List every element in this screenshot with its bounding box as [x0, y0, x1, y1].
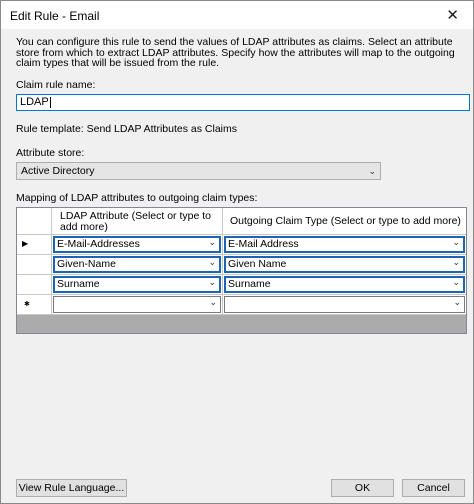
- attribute-store-select[interactable]: [16, 162, 381, 180]
- ldap-attribute-dropdown[interactable]: [53, 236, 221, 253]
- current-row-arrow-icon: ▶: [22, 239, 29, 248]
- chevron-down-icon: ⌄: [452, 238, 460, 248]
- attribute-store-label: Attribute store:: [16, 147, 85, 159]
- table-cell: [223, 255, 466, 275]
- chevron-down-icon: ⌄: [208, 238, 216, 248]
- table-cell: [223, 295, 466, 315]
- row-selector[interactable]: [17, 275, 52, 295]
- cancel-button[interactable]: Cancel: [402, 479, 465, 497]
- close-icon[interactable]: ✕: [446, 6, 459, 24]
- claim-type-value: Given Name: [228, 258, 287, 270]
- ldap-attribute-value: E-Mail-Addresses: [57, 238, 140, 250]
- table-cell: [223, 275, 466, 295]
- claim-rule-name-value: LDAP: [20, 96, 49, 108]
- claim-type-value: Surname: [228, 278, 271, 290]
- claim-type-dropdown[interactable]: [224, 276, 465, 293]
- chevron-down-icon: ⌄: [452, 278, 460, 288]
- row-selector[interactable]: [17, 255, 52, 275]
- outgoing-claim-type-column-header[interactable]: Outgoing Claim Type (Select or type to add more): [223, 208, 466, 235]
- table-cell: [52, 255, 223, 275]
- table-cell: [52, 295, 223, 315]
- ok-button[interactable]: OK: [331, 479, 394, 497]
- mapping-label: Mapping of LDAP attributes to outgoing claim types:: [16, 192, 258, 204]
- chevron-down-icon: ⌄: [452, 258, 460, 268]
- claim-type-dropdown[interactable]: [224, 296, 465, 313]
- title-bar: [1, 1, 473, 29]
- chevron-down-icon: ⌄: [209, 298, 217, 308]
- row-selector[interactable]: [17, 295, 52, 315]
- row-selector-header: [17, 208, 52, 235]
- grid-header: [17, 208, 466, 235]
- claim-rule-name-label: Claim rule name:: [16, 79, 96, 91]
- ldap-attribute-column-header[interactable]: LDAP Attribute (Select or type to add more): [52, 208, 223, 235]
- view-rule-language-button[interactable]: View Rule Language...: [16, 479, 127, 497]
- dialog-title: Edit Rule - Email: [10, 9, 100, 23]
- ldap-attribute-dropdown[interactable]: [53, 276, 221, 293]
- chevron-down-icon: ⌄: [368, 167, 376, 177]
- mapping-grid: [16, 207, 467, 334]
- claim-type-dropdown[interactable]: [224, 256, 465, 273]
- table-cell: [223, 235, 466, 255]
- table-cell: [52, 275, 223, 295]
- attribute-store-value: Active Directory: [21, 165, 95, 177]
- claim-type-value: E-Mail Address: [228, 238, 299, 250]
- ldap-attribute-value: Given-Name: [57, 258, 116, 270]
- rule-description: You can configure this rule to send the values of LDAP attributes as claims. Select an attribute store from which to extract LDAP attributes. Specify how the attributes will map to the outgoing claim types that will be issued from the rule.: [16, 36, 455, 69]
- text-caret: [50, 97, 51, 108]
- new-row-asterisk-icon: ✱: [24, 300, 30, 308]
- ldap-attribute-dropdown[interactable]: [53, 296, 221, 313]
- row-selector[interactable]: [17, 235, 52, 255]
- ldap-attribute-value: Surname: [57, 278, 100, 290]
- ldap-attribute-dropdown[interactable]: [53, 256, 221, 273]
- chevron-down-icon: ⌄: [208, 278, 216, 288]
- chevron-down-icon: ⌄: [453, 298, 461, 308]
- table-cell: [52, 235, 223, 255]
- rule-template-text: Rule template: Send LDAP Attributes as Claims: [16, 123, 237, 135]
- chevron-down-icon: ⌄: [208, 258, 216, 268]
- claim-rule-name-input[interactable]: [16, 94, 470, 111]
- claim-type-dropdown[interactable]: [224, 236, 465, 253]
